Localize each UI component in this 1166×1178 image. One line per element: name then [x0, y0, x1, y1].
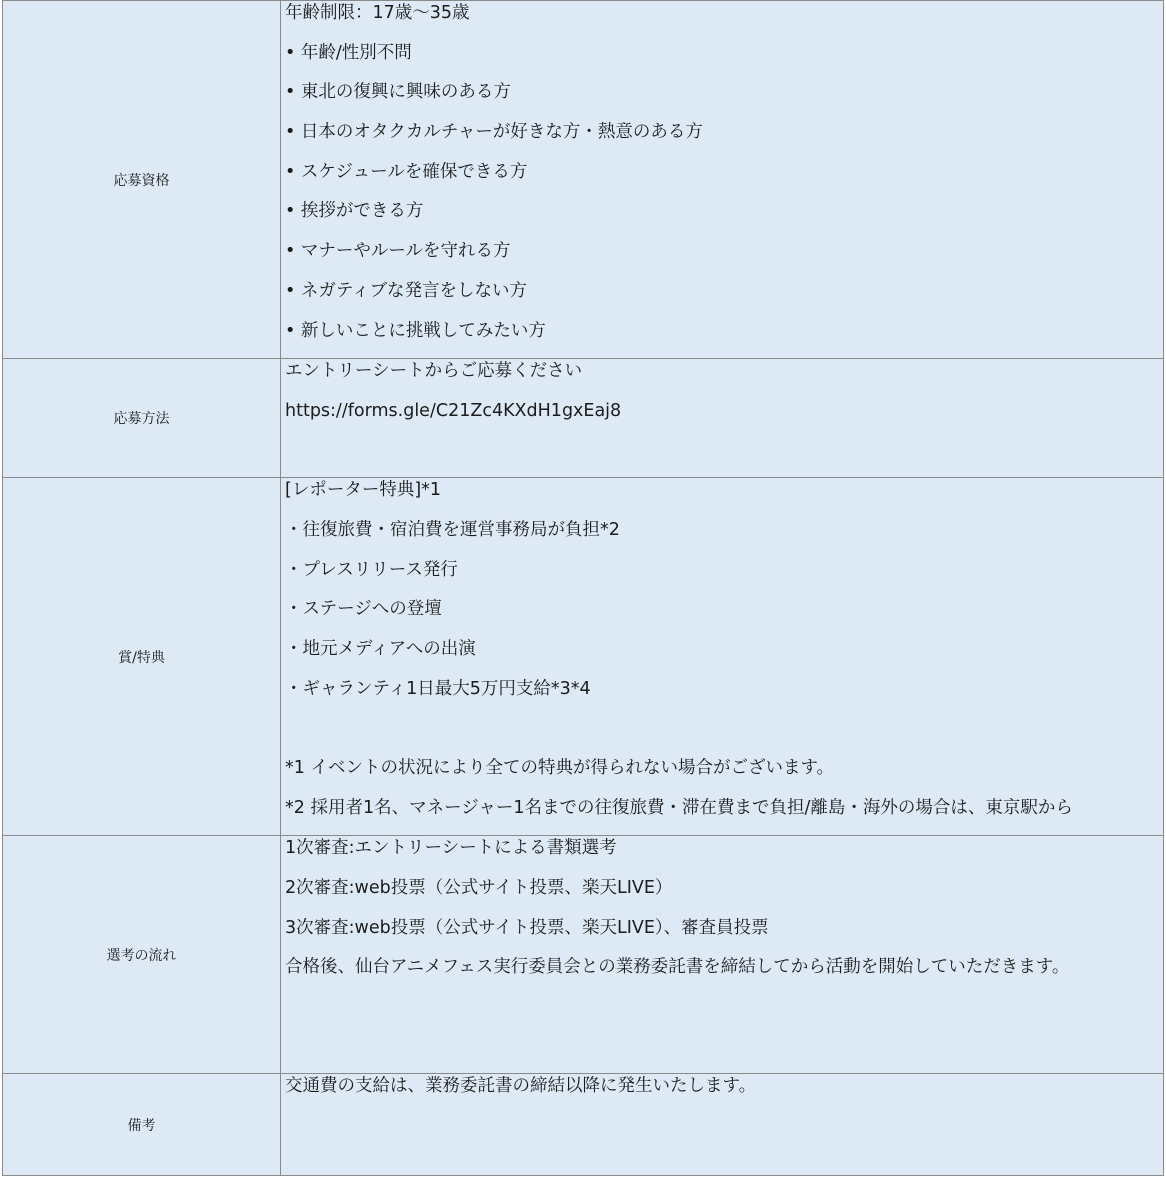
row-content — [281, 359, 1164, 478]
row-content — [281, 478, 1164, 836]
content-line: 合格後、仙台アニメフェス実行委員会との業務委託書を締結してから活動を開始していただきます。 — [285, 957, 1070, 978]
content-line: • 挨拶ができる方 — [285, 201, 424, 222]
table-row-eligibility — [3, 1, 1164, 359]
content-line: ・地元メディアへの出演 — [285, 638, 476, 659]
row-label: 応募方法 — [3, 359, 281, 478]
blank-line — [285, 712, 1163, 752]
content-line: ・プレスリリース発行 — [285, 559, 458, 580]
content-line: 年齢制限：17歳〜35歳 — [285, 3, 470, 23]
footnote-line: *1 イベントの状況により全ての特典が得られない場合がございます。 — [285, 758, 835, 778]
row-label: 選考の流れ — [3, 836, 281, 1074]
row-label: 備考 — [3, 1074, 281, 1176]
form-link[interactable]: https://forms.gle/C21Zc4KXdH1gxEaj8 — [285, 400, 622, 421]
content-line: 2次審査:web投票（公式サイト投票、楽天LIVE） — [285, 878, 673, 899]
table-row-application-method — [3, 359, 1164, 478]
table-row-notes — [3, 1074, 1164, 1176]
content-line: • 日本のオタクカルチャーが好きな方・熱意のある方 — [285, 122, 703, 143]
table-row-rewards — [3, 478, 1164, 836]
info-table — [2, 0, 1164, 1176]
content-line: • 東北の復興に興味のある方 — [285, 82, 511, 103]
content-line: • 年齢/性別不問 — [285, 42, 412, 63]
content-line: [レポーター特典]*1 — [285, 480, 442, 501]
row-content — [281, 836, 1164, 1074]
content-line: ・往復旅費・宿泊費を運営事務局が負担*2 — [285, 519, 620, 540]
row-content — [281, 1, 1164, 359]
row-label: 応募資格 — [3, 1, 281, 359]
footnote-line: *2 採用者1名、マネージャー1名までの往復旅費・滞在費まで負担/離島・海外の場合は、東京駅から — [285, 797, 1073, 818]
row-content — [281, 1074, 1164, 1176]
content-line: 1次審査:エントリーシートによる書類選考 — [285, 838, 617, 859]
table-row-selection-flow — [3, 836, 1164, 1074]
content-line: • 新しいことに挑戦してみたい方 — [285, 320, 546, 341]
content-line: ・ステージへの登壇 — [285, 599, 442, 620]
content-line: • マナーやルールを守れる方 — [285, 241, 511, 262]
row-label: 賞/特典 — [3, 478, 281, 836]
content-line: 交通費の支給は、業務委託書の締結以降に発生いたします。 — [285, 1076, 757, 1097]
content-line: 3次審査:web投票（公式サイト投票、楽天LIVE）、審査員投票 — [285, 917, 769, 938]
content-line: • スケジュールを確保できる方 — [285, 161, 528, 182]
content-line: エントリーシートからご応募ください — [285, 361, 583, 382]
content-line: • ネガティブな発言をしない方 — [285, 280, 527, 301]
content-line: ・ギャランティ1日最大5万円支給*3*4 — [285, 678, 591, 699]
